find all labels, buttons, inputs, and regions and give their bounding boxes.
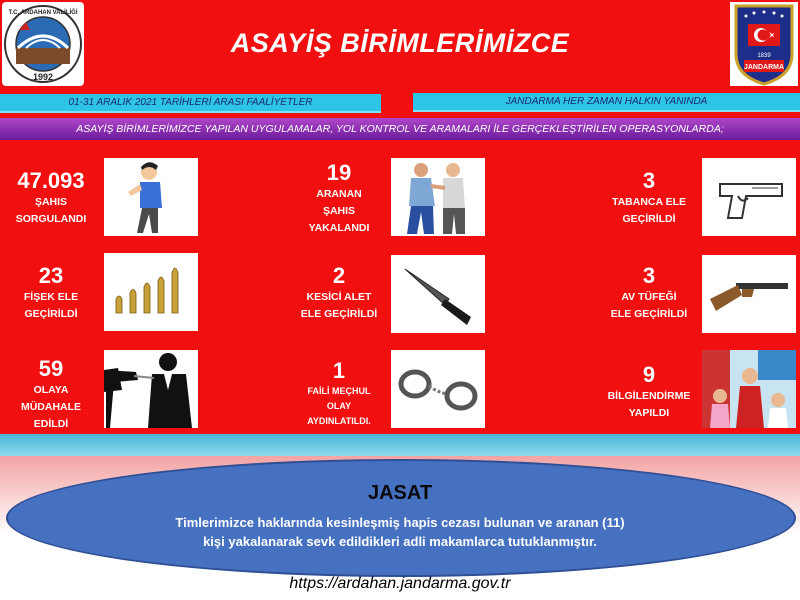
stat-label: KESİCİ ALET xyxy=(306,291,372,303)
jasat-line-1: Timlerimizce haklarında kesinleşmiş hapis cezası bulunan ve aranan (11) xyxy=(175,515,625,530)
stat-label: ŞAHIS xyxy=(34,196,68,208)
jasat-title: JASAT xyxy=(367,482,433,504)
stat-value: 23 xyxy=(38,263,64,288)
stat-label: GEÇİRİLDİ xyxy=(24,308,78,320)
stat-information-given xyxy=(598,362,700,422)
subtitle-bar: ASAYİŞ BİRİMLERİMİZCE YAPILAN UYGULAMALAR, YOL KONTROL VE ARAMALARI İLE GERÇEKLEŞTİRİLEN OPERASYONLARDA; xyxy=(0,118,800,140)
stat-label: EDİLDİ xyxy=(33,418,69,430)
divider-stripe xyxy=(0,434,800,456)
logo-badge-text: JANDARMA xyxy=(743,64,785,71)
stat-label: AYDINLATILDI. xyxy=(307,416,371,426)
stat-incidents-responded xyxy=(0,356,102,433)
stat-value: 9 xyxy=(642,362,656,387)
bullets-icon xyxy=(104,253,198,331)
stat-label: GEÇİRİLDİ xyxy=(622,213,676,225)
stat-label: OLAY xyxy=(326,401,352,411)
stat-label: BİLGİLENDİRME xyxy=(607,390,691,402)
stat-cartridges-seized xyxy=(0,263,102,323)
stat-label: ARANAN xyxy=(316,188,362,200)
stat-value: 1 xyxy=(332,358,346,383)
stat-unsolved-case xyxy=(288,358,390,429)
jasat-line-2: kişi yakalanarak sevk edildikleri adli makamlarca tutuklanmıştır. xyxy=(203,534,597,549)
arrest-icon xyxy=(391,158,485,236)
stat-label: ELE GEÇİRİLDİ xyxy=(300,308,378,320)
stat-label: SORGULANDI xyxy=(15,213,87,225)
threat-icon xyxy=(104,350,198,428)
stat-label: ŞAHIS xyxy=(322,205,356,217)
stat-wanted-caught xyxy=(288,160,390,237)
stat-value: 19 xyxy=(326,160,352,185)
stat-value: 3 xyxy=(642,168,656,193)
stat-label: OLAYA xyxy=(33,384,69,396)
stat-label: MÜDAHALE xyxy=(20,401,82,413)
stat-label: YAKALANDI xyxy=(308,222,370,234)
logo-badge-year: 1839 xyxy=(757,53,771,59)
stat-label: TABANCA ELE xyxy=(611,196,687,208)
stat-blades-seized xyxy=(288,263,390,323)
stat-shotgun-seized xyxy=(598,263,700,323)
knife-icon xyxy=(391,255,485,333)
stat-value: 47.093 xyxy=(17,168,85,193)
stat-label: FAİLİ MEÇHUL xyxy=(307,386,371,396)
date-range-bar: 01-31 ARALIK 2021 TARİHLERİ ARASI FAALİYETLER xyxy=(0,94,381,113)
stat-label: ELE GEÇİRİLDİ xyxy=(610,308,688,320)
person-thinking-icon xyxy=(104,158,198,236)
stat-value: 2 xyxy=(332,263,346,288)
stat-pistol-seized xyxy=(598,168,700,228)
stat-label: YAPILDI xyxy=(628,407,670,419)
stat-value: 3 xyxy=(642,263,656,288)
motto-bar: JANDARMA HER ZAMAN HALKIN YANINDA xyxy=(413,93,800,112)
stat-value: 59 xyxy=(38,356,64,381)
logo-year: 1992 xyxy=(32,72,54,82)
handcuffs-icon xyxy=(391,350,485,428)
jasat-text xyxy=(120,513,680,551)
stat-persons-checked xyxy=(0,168,102,228)
logo-ring-text: T.C. ARDAHAN VALİLİĞİ xyxy=(8,10,78,16)
pistol-icon xyxy=(702,158,796,236)
information-photo-icon xyxy=(702,350,796,428)
shotgun-icon xyxy=(702,255,796,333)
website-url[interactable]: https://ardahan.jandarma.gov.tr xyxy=(289,575,511,592)
stat-label: AV TÜFEĞİ xyxy=(621,291,677,303)
page-title: ASAYİŞ BİRİMLERİMİZCE xyxy=(230,28,570,58)
stat-label: FİŞEK ELE xyxy=(23,291,79,303)
